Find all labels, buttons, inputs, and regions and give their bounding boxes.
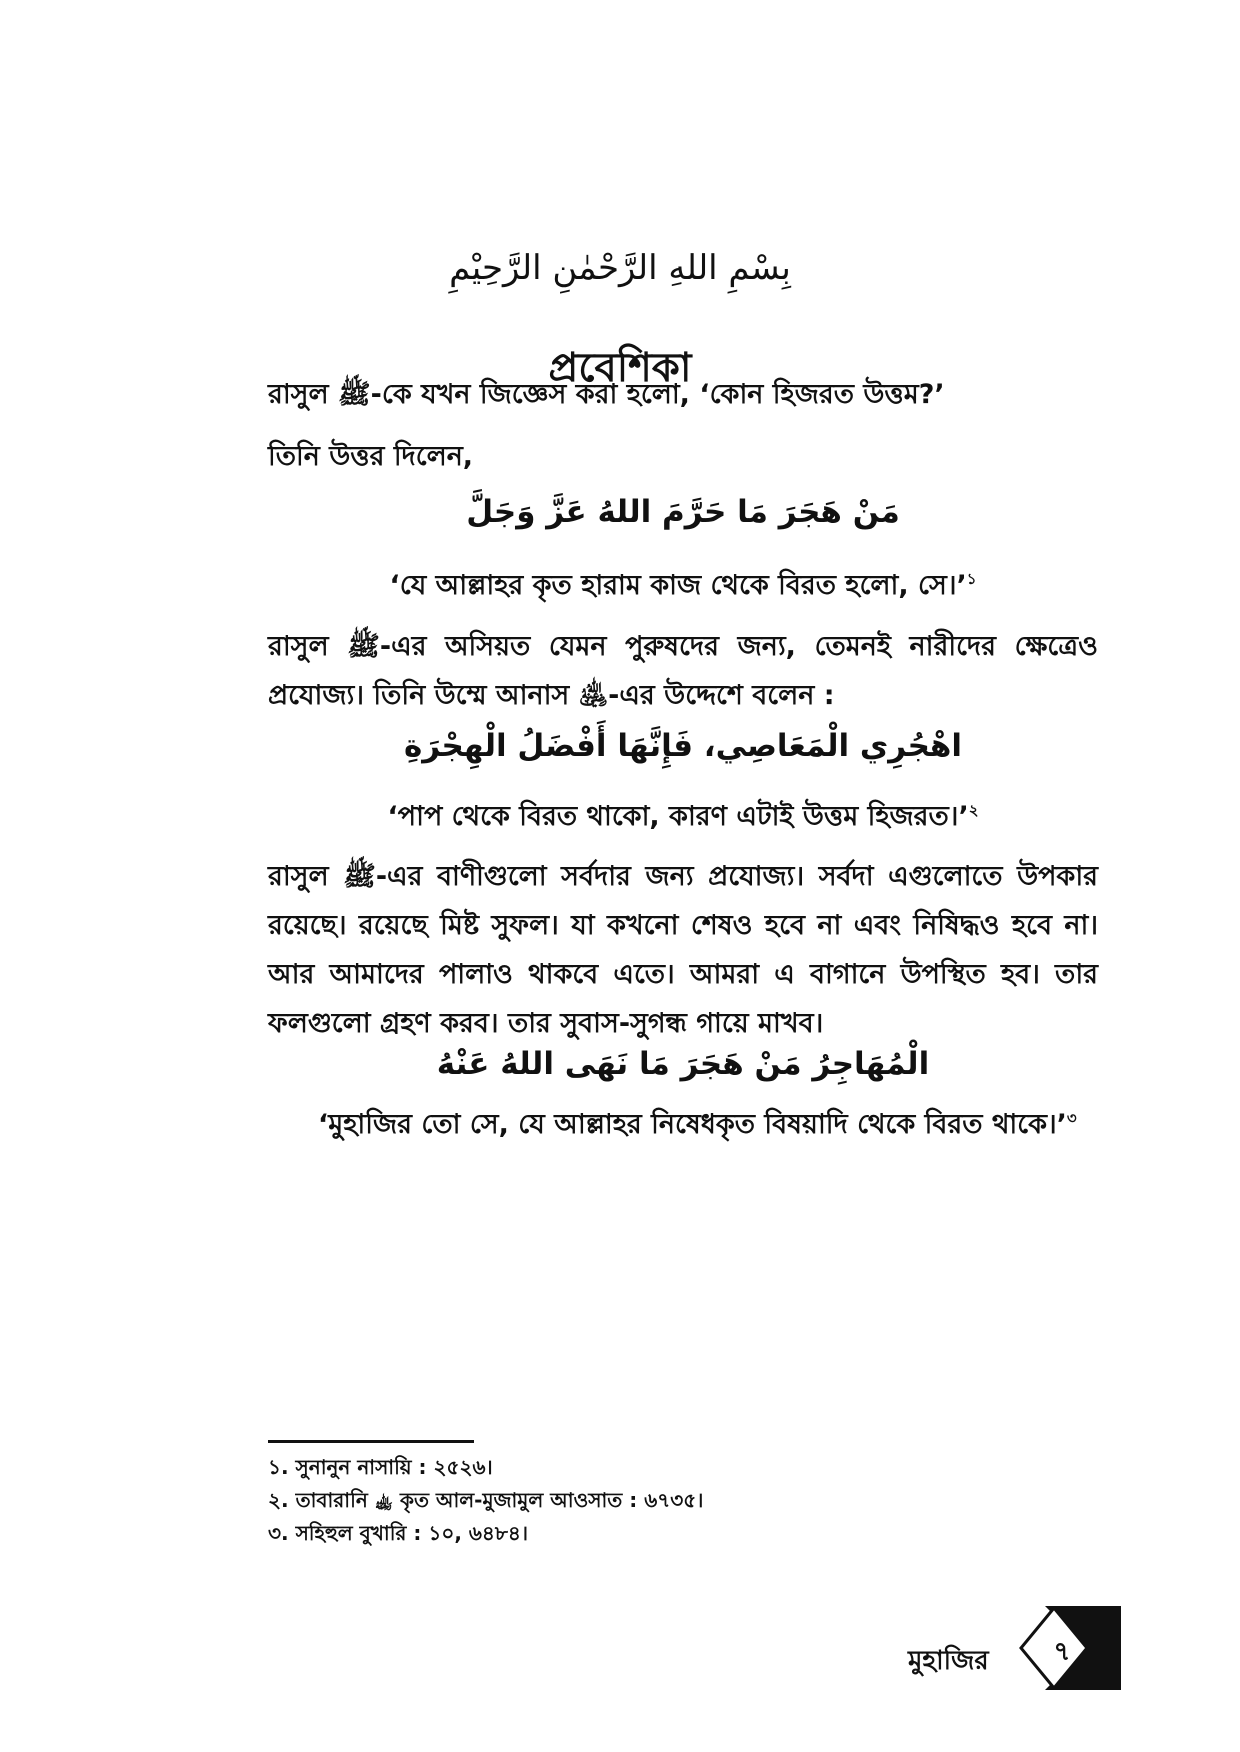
paragraph-teachings: রাসুল ﷺ-এর বাণীগুলো সর্বদার জন্য প্রযোজ্য। সর্বদা এগুলোতে উপকার রয়েছে। রয়েছে মিষ্ট সুফল। যা কখনো শেষও হবে না এবং নিষিদ্ধও হবে না। আর আমাদের পালাও থাকবে এতে। আমরা এ বাগানে উপস্থিত হব। তার ফলগুলো গ্রহণ করব। তার সুবাস-সুগন্ধ গায়ে মাখব। [268, 861, 1098, 1039]
quote-3-text: ‘মুহাজির তো সে, যে আল্লাহর নিষেধকৃত বিষয়াদি থেকে বিরত থাকে।’ [318, 1109, 1067, 1140]
quote-1 [268, 565, 1098, 610]
footnote-divider [268, 1440, 474, 1443]
page-number: ৭ [1053, 1637, 1071, 1667]
paragraph-question: রাসুল ﷺ-কে যখন জিজ্ঞেস করা হলো, ‘কোন হিজরত উত্তম?’ [268, 379, 945, 410]
bismillah-calligraphy: بِسْمِ اللهِ الرَّحْمٰنِ الرَّحِيْمِ [449, 248, 791, 288]
footnote-ref-3: ৩ [1066, 1109, 1077, 1127]
footnote-3: ৩. সহিহুল বুখারি : ১০, ৬৪৮৪। [268, 1521, 528, 1545]
paragraph-answer-intro: তিনি উত্তর দিলেন, [268, 441, 474, 472]
arabic-hadith-1: مَنْ هَجَرَ مَا حَرَّمَ اللهُ عَزَّ وَجَلَّ [466, 494, 900, 530]
quote-1-text: ‘যে আল্লাহর কৃত হারাম কাজ থেকে বিরত হলো, সে।’ [389, 570, 967, 601]
quote-3 [318, 1098, 1098, 1151]
quote-2 [268, 796, 1098, 841]
quote-2-text: ‘পাপ থেকে বিরত থাকো, কারণ এটাই উত্তম হিজরত।’ [387, 801, 969, 832]
footnote-1: ১. সুনানুন নাসায়ি : ২৫২৬। [268, 1455, 493, 1479]
footer-book-title: মুহাজির [908, 1646, 989, 1676]
footnote-ref-2: ২ [968, 801, 979, 819]
footnote-ref-1: ১ [966, 570, 977, 588]
arabic-hadith-2: اهْجُرِي الْمَعَاصِي، فَإِنَّهَا أَفْضَلُ الْهِجْرَةِ [403, 728, 963, 764]
arabic-hadith-3: الْمُهَاجِرُ مَنْ هَجَرَ مَا نَهَى اللهُ عَنْهُ [436, 1046, 930, 1082]
paragraph-advice: রাসুল ﷺ-এর অসিয়ত যেমন পুরুষদের জন্য, তেমনই নারীদের ক্ষেত্রেও প্রযোজ্য। তিনি উম্মে আনাস ﵁-এর উদ্দেশে বলেন : [268, 631, 1098, 711]
footnote-2: ২. তাবারানি ﵀ কৃত আল-মুজামুল আওসাত : ৬৭৩৫। [268, 1488, 704, 1512]
page-title: প্রবেশিকা [548, 345, 692, 391]
